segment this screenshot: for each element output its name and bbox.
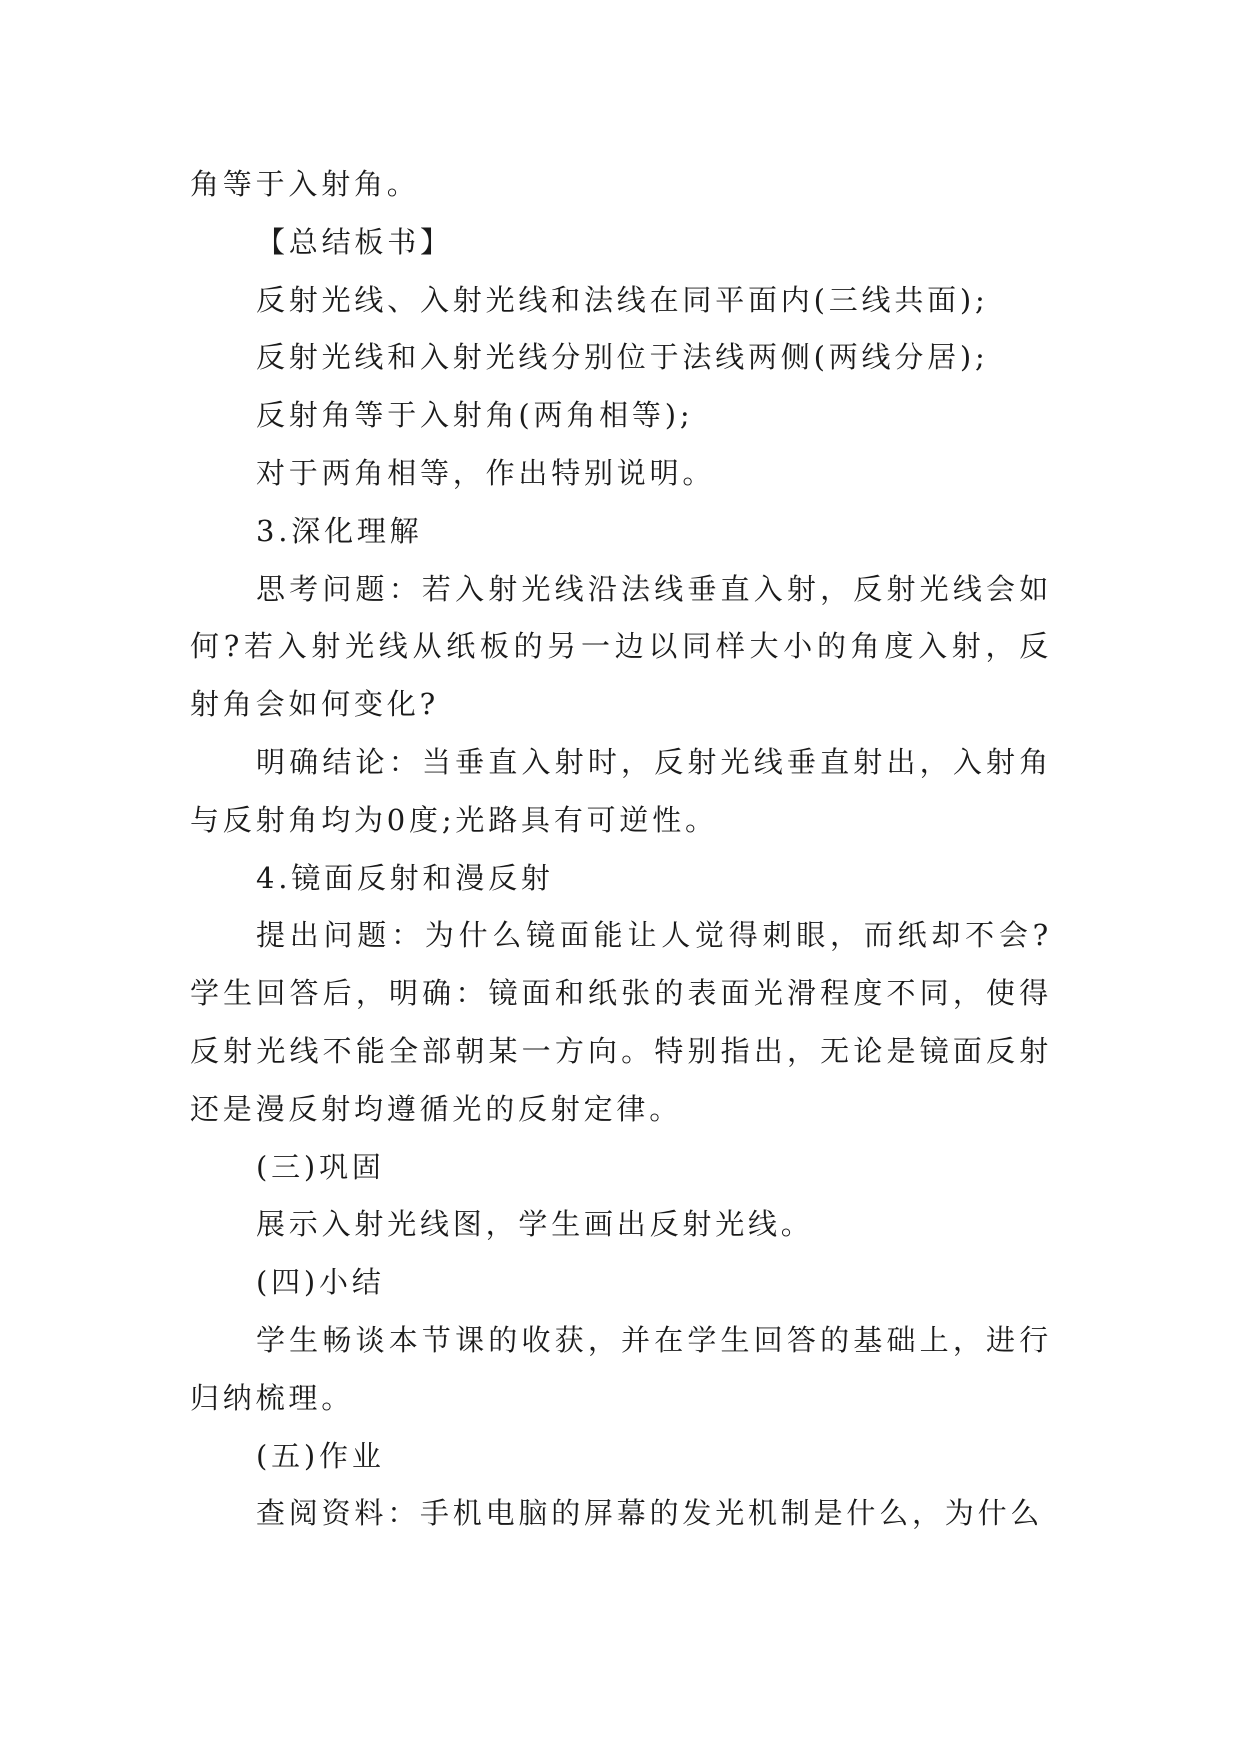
section-heading-summary: (四)小结 (256, 1265, 385, 1300)
summary-point-equal-angles: 反射角等于入射角(两角相等); (256, 398, 694, 433)
paragraph-consolidate: 展示入射光线图，学生画出反射光线。 (256, 1207, 814, 1242)
summary-point-two-sides: 反射光线和入射光线分别位于法线两侧(两线分居); (256, 340, 989, 375)
paragraph-question: 思考问题：若入射光线沿法线垂直入射，反射光线会如何?若入射光线从纸板的另一边以同样大小的角度入射，反射角会如何变化? (190, 571, 1052, 722)
summary-heading: 【总结板书】 (256, 224, 453, 259)
paragraph-reflection-types: 提出问题：为什么镜面能让人觉得刺眼，而纸却不会?学生回答后，明确：镜面和纸张的表面光滑程度不同，使得反射光线不能全部朝某一方向。特别指出，无论是镜面反射还是漫反射均遵循光的反射定律。 (190, 918, 1052, 1126)
document-body (190, 156, 1052, 1543)
section-heading-deepen: 3.深化理解 (256, 513, 423, 548)
summary-note: 对于两角相等，作出特别说明。 (256, 455, 716, 490)
summary-point-coplanar: 反射光线、入射光线和法线在同平面内(三线共面); (256, 282, 989, 317)
paragraph-summary: 学生畅谈本节课的收获，并在学生回答的基础上，进行归纳梳理。 (190, 1322, 1052, 1415)
section-heading-consolidate: (三)巩固 (256, 1149, 385, 1184)
section-heading-reflection-types: 4.镜面反射和漫反射 (256, 860, 554, 895)
paragraph-conclusion: 明确结论：当垂直入射时，反射光线垂直射出，入射角与反射角均为0度;光路具有可逆性。 (190, 744, 1052, 837)
section-heading-homework: (五)作业 (256, 1438, 385, 1473)
paragraph-homework: 查阅资料：手机电脑的屏幕的发光机制是什么，为什么 (256, 1496, 1044, 1531)
paragraph-continuation: 角等于入射角。 (190, 167, 420, 201)
